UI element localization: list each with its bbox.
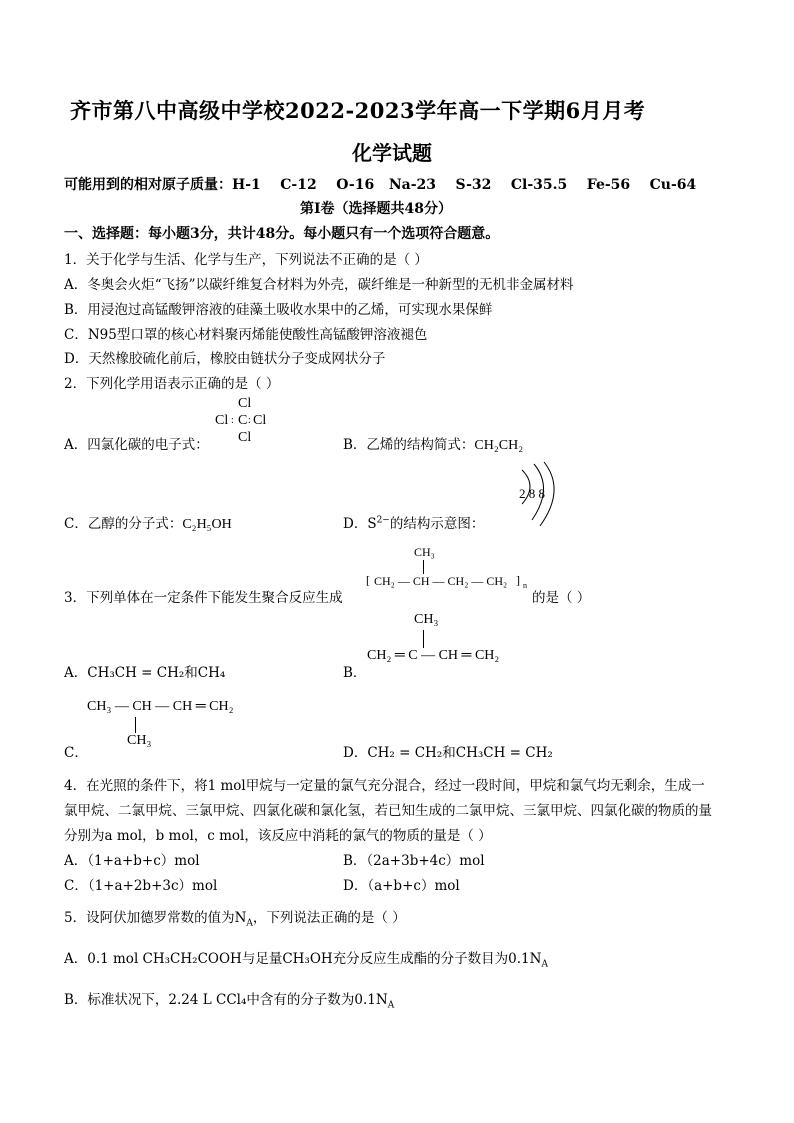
q5-stem (64, 906, 406, 929)
q2-option-d-rest: 的结构示意图： (389, 516, 485, 532)
option-c-chain: CH₃ — CH — CH ═ CH₂ (87, 699, 234, 714)
q3-option-a: A．CH₃CH = CH₂和CH₄ (64, 665, 226, 681)
q4-line3: 分别为a mol，b mol，c mol，该反应中消耗的氯气的物质的量是（ ） (64, 828, 492, 844)
q5-stem-text: 5．设阿伏加德罗常数的值为N (64, 910, 247, 926)
q1-option-a: A．冬奥会火炬“飞扬”以碳纤维复合材料为外壳，碳纤维是一种新型的无机非金属材料 (64, 277, 574, 293)
q4-line1: 4．在光照的条件下，将1 mol甲烷与一定量的氯气充分混合，经过一段时间，甲烷和氯气均无剩余，生成一 (64, 778, 705, 794)
q2-stem: 2．下列化学用语表示正确的是（ ） (64, 376, 280, 392)
q2-option-d (343, 512, 484, 532)
q1-option-d: D．天然橡胶硫化前后，橡胶由链状分子变成网状分子 (64, 351, 386, 367)
electron-dots: : (231, 415, 234, 426)
part-heading: 第Ⅰ卷（选择题共48分） (300, 201, 453, 217)
option-b-methyl: CH₃ (414, 612, 439, 627)
shell-numbers: 2 8 8 (519, 486, 545, 501)
polymer-structure (366, 545, 536, 595)
q2-option-c (64, 512, 232, 533)
cl-top: Cl (238, 396, 252, 411)
sulfide-charge: 2− (376, 515, 390, 526)
electron-dots: : (248, 415, 251, 426)
ethanol-formula: C₂H₅OH (182, 517, 232, 532)
q5-option-b-sub: A (387, 1000, 395, 1011)
q3-option-b-label: B． (343, 665, 367, 681)
carbon: C (238, 413, 248, 428)
q5-stem-end: ，下列说法正确的是（ ） (252, 910, 406, 926)
q1-stem: 1．关于化学与生活、化学与生产，下列说法不正确的是（ ） (64, 252, 428, 268)
q5-option-b-text: B．标准状况下，2.24 L CCl₄中含有的分子数为0.1N (64, 992, 388, 1008)
q3-option-d: D．CH₂ = CH₂和CH₃CH = CH₂ (343, 745, 553, 761)
section-heading: 一、选择题：每小题3分，共计48分。每小题只有一个选项符合题意。 (64, 226, 500, 242)
cl-right: Cl (253, 413, 267, 428)
q5-option-a (64, 947, 548, 970)
bond-line (423, 560, 424, 574)
q4-option-a: A．（1+a+b+c）mol (64, 853, 200, 869)
q3-option-b-structure (367, 612, 527, 672)
q2-option-b-label: B．乙烯的结构简式： (343, 437, 475, 453)
q3-stem: 3．下列单体在一定条件下能发生聚合反应生成 (64, 590, 343, 606)
bond-line (423, 630, 424, 648)
q2-option-b (343, 433, 523, 454)
polymer-n: n (523, 581, 527, 590)
q3-option-c-label: C． (64, 745, 88, 761)
q5-option-b (64, 988, 394, 1011)
option-b-chain: CH₂ ═ C — CH ═ CH₂ (367, 648, 500, 663)
bracket-right: ] (516, 573, 520, 587)
option-c-methyl: CH₃ (127, 733, 152, 748)
atomic-mass-line: 可能用到的相对原子质量：H-1 C-12 O-16 Na-23 S-32 Cl-35.5 Fe-56 Cu-64 (64, 177, 697, 193)
q5-stem-sub: A (246, 918, 253, 929)
q4-option-d: D．（a+b+c）mol (343, 878, 460, 894)
bracket-left: [ (366, 573, 370, 587)
q2-option-a-label: A．四氯化碳的电子式： (64, 437, 209, 453)
page-subtitle: 化学试题 (352, 141, 432, 165)
ccl4-electron-formula (210, 396, 280, 448)
q2-option-c-label: C．乙醇的分子式： (64, 516, 183, 532)
q4-option-c: C．（1+a+2b+3c）mol (64, 878, 218, 894)
page-title: 齐市第八中高级中学校2022-2023学年高一下学期6月月考 (70, 98, 646, 123)
sulfide-ion-structure-diagram (512, 462, 558, 528)
q4-option-b: B．（2a+3b+4c）mol (343, 853, 485, 869)
ethylene-formula: CH₂CH₂ (474, 438, 524, 453)
q2-option-d-label: D．S (343, 516, 377, 532)
polymer-chain: CH₂ — CH — CH₂ — CH₂ (374, 574, 508, 588)
q1-option-c: C．N95型口罩的核心材料聚丙烯能使酸性高锰酸钾溶液褪色 (64, 327, 428, 343)
q5-option-a-text: A．0.1 mol CH₃CH₂COOH与足量CH₃OH充分反应生成酯的分子数目为0.1N (64, 951, 542, 967)
bond-line (135, 717, 136, 733)
polymer-methyl: CH₃ (414, 545, 435, 559)
q3-option-c-structure (87, 699, 247, 751)
q4-line2: 氯甲烷、二氯甲烷、三氯甲烷、四氯化碳和氯化氢，若已知生成的二氯甲烷、三氯甲烷、四氯化碳的物质的量 (64, 803, 712, 819)
q3-stem-end: 的是（ ） (532, 590, 591, 606)
cl-bottom: Cl (238, 430, 252, 445)
q5-option-a-sub: A (541, 959, 548, 970)
q1-option-b: B．用浸泡过高锰酸钾溶液的硅藻土吸收水果中的乙烯，可实现水果保鲜 (64, 302, 493, 318)
cl-left: Cl (215, 413, 229, 428)
